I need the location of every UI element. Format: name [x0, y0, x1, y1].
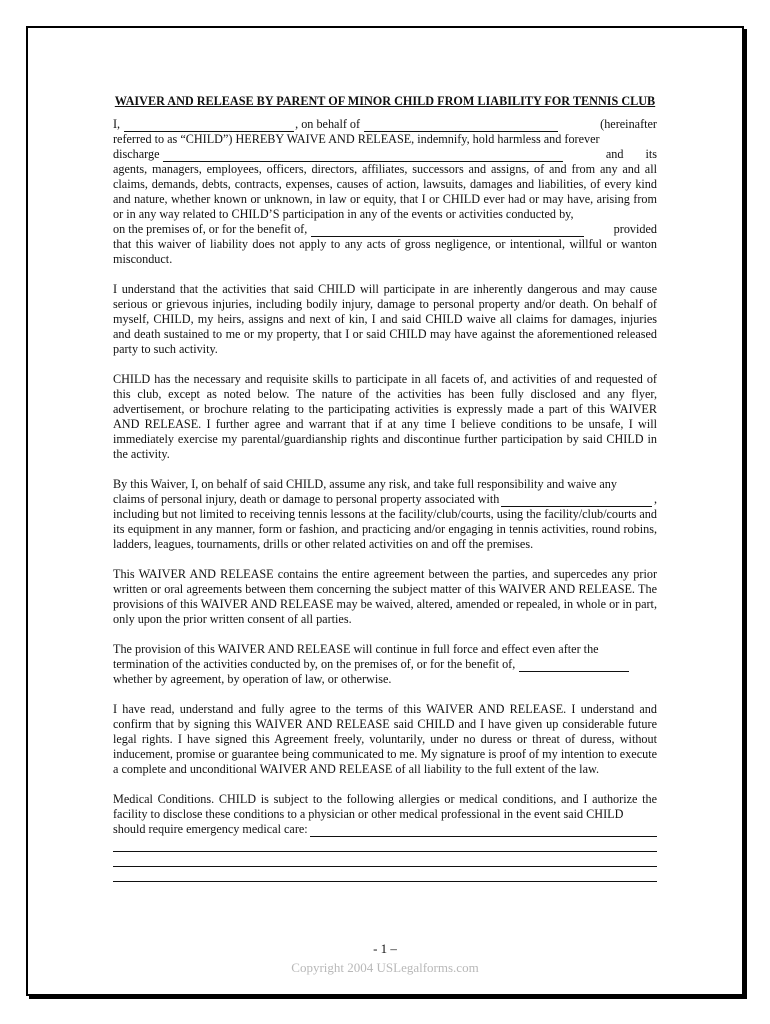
medical-conditions-line-2[interactable]	[113, 837, 657, 852]
document-title: WAIVER AND RELEASE BY PARENT OF MINOR CHILD FROM LIABILITY FOR TENNIS CLUB	[114, 94, 656, 108]
medical-conditions-line-3[interactable]	[113, 852, 657, 867]
page-number: - 1 –	[373, 941, 397, 956]
paragraph-medical: Medical Conditions. CHILD is subject to the following allergies or medical conditions, and I authorize the facility to disclose these conditions to a physician or other medical professional in the event said CHILD should require emergency medical care:	[113, 792, 657, 882]
associated-activity-field[interactable]	[501, 495, 652, 507]
medical-conditions-line-4[interactable]	[113, 867, 657, 882]
paragraph-assume-risk: By this Waiver, I, on behalf of said CHILD, assume any risk, and take full responsibility and waive any claims of personal injury, death or damage to personal property associated with , including but not limited to receiving tennis lessons at the facility/club/courts, using the facility/club/courts and its equipment in any manner, form or fashion, and practicing and/or engaging in tennis activities, round robins, ladders, leagues, tournaments, drills or other related activities on and off the premises.	[113, 477, 657, 551]
document-body	[113, 94, 657, 897]
termination-party-field[interactable]	[519, 660, 629, 672]
paragraph-entire-agreement: This WAIVER AND RELEASE contains the entire agreement between the parties, and supercedes any prior written or oral agreements between them concerning the subject matter of this WAIVER AND RELEASE. The provisions of this WAIVER AND RELEASE may be waived, altered, amended or repealed, in whole or in part, only upon the prior written consent of all parties.	[113, 567, 657, 626]
released-party-field[interactable]	[163, 150, 563, 162]
line-benefit-of: on the premises of, or for the benefit of, provided	[113, 222, 657, 236]
medical-conditions-field[interactable]	[310, 825, 657, 837]
line-associated-with: claims of personal injury, death or damage to personal property associated with ,	[113, 492, 657, 506]
paragraph-skills: CHILD has the necessary and requisite skills to participate in all facets of, and activities of and requested of this club, except as noted below. The nature of the activities has been fully disclosed and any flyer, advertisement, or brochure relating to the participating activities is expressly made a part of this WAIVER AND RELEASE. I further agree and warrant that if at any time I believe conditions to be unsafe, I will immediately exercise my parental/guardianship rights and discontinue further participation by said CHILD in the activity.	[113, 372, 657, 461]
copyright-notice: Copyright 2004 USLegalforms.com	[291, 960, 479, 975]
parent-name-field[interactable]	[124, 120, 294, 132]
line-medical-care: should require emergency medical care:	[113, 822, 657, 837]
paragraph-release: I, , on behalf of (hereinafter referred to as “CHILD”) HEREBY WAIVE AND RELEASE, indemnify, hold harmless and forever discharge and its agents, managers, employees, officers, directors, affiliates, successors and assigns, of and from any and all claims, demands, debts, contracts, expenses, causes of action, lawsuits, damages and liabilities, of every kind and nature, whether known or unknown, in law or equity, that I or CHILD ever had or may have, arising from or in any way related to CHILD’S participation in any of the events or activities conducted by, on the premises of, or for the benefit of, provided that this waiver of liability does not apply to any acts of gross negligence, or intentional, willful or wanton misconduct.	[113, 117, 657, 266]
line-termination: termination of the activities conducted by, on the premises of, or for the benefit of,	[113, 657, 657, 672]
line-discharge: discharge and its	[113, 147, 657, 161]
paragraph-survival: The provision of this WAIVER AND RELEASE will continue in full force and effect even after the termination of the activities conducted by, on the premises of, or for the benefit of, whether by agreement, by operation of law, or otherwise.	[113, 642, 657, 687]
paragraph-risks: I understand that the activities that said CHILD will participate in are inherently dangerous and may cause serious or grievous injuries, including bodily injury, damage to personal property and/or death. On behalf of myself, CHILD, my heirs, assigns and next of kin, I and said CHILD waive all claims for damages, injuries and death sustained to me or my property, that I or said CHILD may have against the aforementioned released party to such activity.	[113, 282, 657, 356]
child-name-field[interactable]	[364, 120, 558, 132]
benefit-party-field[interactable]	[311, 225, 584, 237]
line-parent-name: I, , on behalf of (hereinafter	[113, 117, 657, 131]
paragraph-acknowledgment: I have read, understand and fully agree to the terms of this WAIVER AND RELEASE. I understand and confirm that by signing this WAIVER AND RELEASE said CHILD and I have given up considerable future legal rights. I have signed this Agreement freely, voluntarily, under no duress or threat of duress, without inducement, promise or guarantee being communicated to me. My signature is proof of my intention to execute a complete and unconditional WAIVER AND RELEASE of all liability to the full extent of the law.	[113, 702, 657, 776]
